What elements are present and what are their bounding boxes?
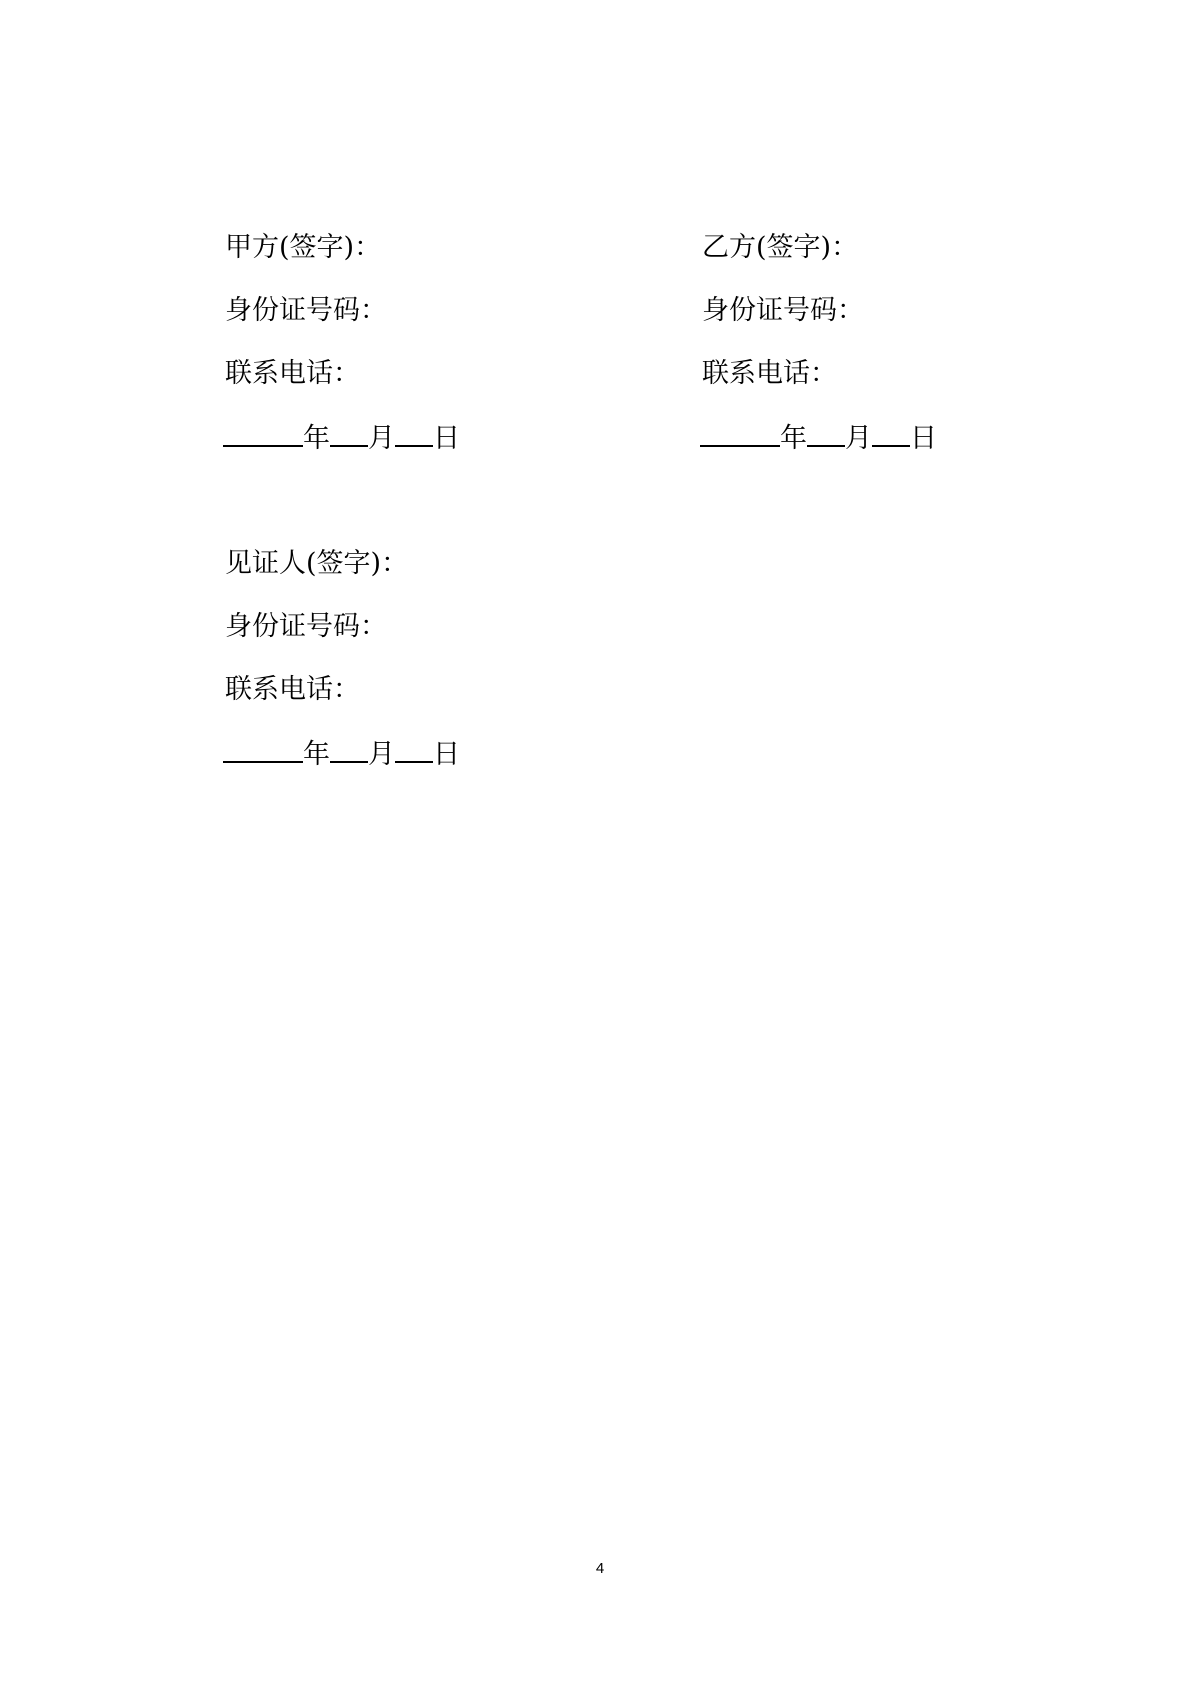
- witness-signature-label: 见证人(签字)：: [225, 548, 409, 579]
- party-b-year-label: 年: [780, 423, 807, 454]
- party-b-year-blank[interactable]: [700, 421, 780, 447]
- party-b-id-label: 身份证号码：: [702, 295, 864, 326]
- party-a-signature-label: 甲方(签字)：: [225, 232, 382, 263]
- party-a-date-line: [223, 421, 460, 453]
- party-b-day-label: 日: [910, 423, 937, 454]
- witness-phone-label: 联系电话：: [225, 674, 360, 705]
- witness-day-label: 日: [433, 739, 460, 770]
- party-a-phone-label: 联系电话：: [225, 358, 360, 389]
- witness-year-label: 年: [303, 739, 330, 770]
- party-a-id-label: 身份证号码：: [225, 295, 387, 326]
- witness-id-label: 身份证号码：: [225, 611, 387, 642]
- party-b-day-blank[interactable]: [872, 421, 910, 447]
- party-b-month-blank[interactable]: [807, 421, 845, 447]
- witness-year-blank[interactable]: [223, 737, 303, 763]
- witness-day-blank[interactable]: [395, 737, 433, 763]
- party-b-date-line: [700, 421, 937, 453]
- witness-month-label: 月: [368, 739, 395, 770]
- party-a-day-blank[interactable]: [395, 421, 433, 447]
- party-a-day-label: 日: [433, 423, 460, 454]
- party-b-phone-label: 联系电话：: [702, 358, 837, 389]
- witness-date-line: [223, 737, 460, 769]
- page-number: 4: [595, 1560, 605, 1577]
- party-b-signature-label: 乙方(签字)：: [702, 232, 859, 263]
- witness-month-blank[interactable]: [330, 737, 368, 763]
- party-b-month-label: 月: [845, 423, 872, 454]
- party-a-month-blank[interactable]: [330, 421, 368, 447]
- party-a-month-label: 月: [368, 423, 395, 454]
- party-a-year-label: 年: [303, 423, 330, 454]
- party-a-year-blank[interactable]: [223, 421, 303, 447]
